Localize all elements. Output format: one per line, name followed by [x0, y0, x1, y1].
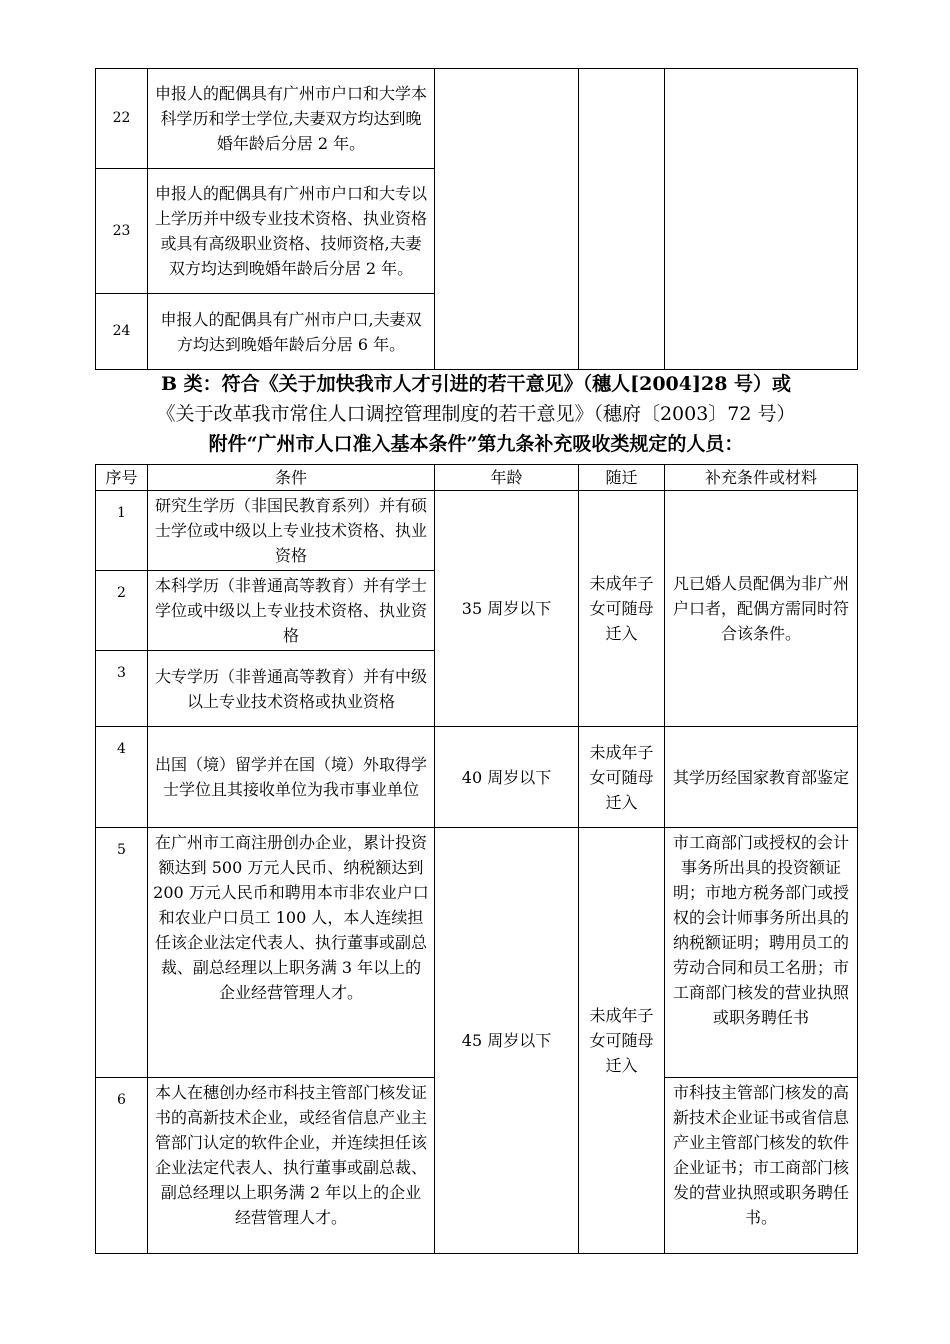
condition-cell: 申报人的配偶具有广州市户口,夫妻双方均达到晚婚年龄后分居 6 年。	[148, 294, 435, 370]
section-heading-line2: 《关于改革我市常住人口调控管理制度的若干意见》（穗府〔2003〕72 号）	[156, 403, 796, 425]
condition-cell: 申报人的配偶具有广州市户口和大专以上学历并中级专业技术资格、执业资格或具有高级职业资格、技师资格,夫妻双方均达到晚婚年龄后分居 2 年。	[148, 169, 435, 294]
condition-cell: 本人在穗创办经市科技主管部门核发证书的高新技术企业，或经省信息产业主管部门认定的软件企业，并连续担任该企业法定代表人、执行董事或副总裁、副总经理以上职务满 2 年以上的企业经营管理人才。	[148, 1078, 435, 1254]
row-number: 6	[96, 1078, 148, 1254]
row-number: 3	[96, 651, 148, 727]
row-number: 4	[96, 727, 148, 828]
migrate-cell: 未成年子女可随母迁入	[579, 727, 665, 828]
extra-cell: 市科技主管部门核发的高新技术企业证书或省信息产业主管部门核发的软件企业证书；市工商部门核发的营业执照或职务聘任书。	[665, 1078, 858, 1254]
age-cell: 35 周岁以下	[435, 491, 579, 727]
section-heading-line3: 附件“广州市人口准入基本条件”第九条补充吸收类规定的人员：	[208, 433, 744, 455]
migrate-cell: 未成年子女可随母迁入	[579, 828, 665, 1254]
table-header-row	[96, 465, 858, 491]
condition-cell: 大专学历（非普通高等教育）并有中级以上专业技术资格或执业资格	[148, 651, 435, 727]
extra-cell: 凡已婚人员配偶为非广州户口者，配偶方需同时符合该条件。	[665, 491, 858, 727]
row-number: 24	[96, 294, 148, 370]
header-age: 年龄	[435, 465, 579, 491]
condition-cell: 本科学历（非普通高等教育）并有学士学位或中级以上专业技术资格、执业资格	[148, 571, 435, 651]
age-cell: 45 周岁以下	[435, 828, 579, 1254]
migrate-cell	[579, 69, 665, 370]
migrate-cell: 未成年子女可随母迁入	[579, 491, 665, 727]
row-number: 23	[96, 169, 148, 294]
row-number: 1	[96, 491, 148, 571]
row-number: 5	[96, 828, 148, 1078]
row-number: 2	[96, 571, 148, 651]
table-row	[96, 491, 858, 571]
extra-cell	[665, 69, 858, 370]
condition-cell: 在广州市工商注册创办企业，累计投资额达到 500 万元人民币、纳税额达到 200 万元人民币和聘用本市非农业户口和农业户口员工 100 人，本人连续担任该企业法定代表人、执行董事或副总裁、副总经理以上职务满 3 年以上的企业经营管理人才。	[148, 828, 435, 1078]
table-row	[96, 828, 858, 1078]
section-heading-line1: B 类：符合《关于加快我市人才引进的若干意见》（穗人[2004]28 号）或	[160, 373, 792, 395]
header-extra: 补充条件或材料	[665, 465, 858, 491]
condition-cell: 研究生学历（非国民教育系列）并有硕士学位或中级以上专业技术资格、执业资格	[148, 491, 435, 571]
condition-cell: 申报人的配偶具有广州市户口和大学本科学历和学士学位,夫妻双方均达到晚婚年龄后分居 2 年。	[148, 69, 435, 169]
row-number: 22	[96, 69, 148, 169]
extra-cell: 其学历经国家教育部鉴定	[665, 727, 858, 828]
table-row	[96, 727, 858, 828]
header-migrate: 随迁	[579, 465, 665, 491]
header-condition: 条件	[148, 465, 435, 491]
header-number: 序号	[96, 465, 148, 491]
extra-cell: 市工商部门或授权的会计事务所出具的投资额证明；市地方税务部门或授权的会计师事务所出具的纳税额证明；聘用员工的劳动合同和员工名册；市工商部门核发的营业执照或职务聘任书	[665, 828, 858, 1078]
age-cell: 40 周岁以下	[435, 727, 579, 828]
table-continuation	[95, 68, 858, 370]
age-cell	[435, 69, 579, 370]
condition-cell: 出国（境）留学并在国（境）外取得学士学位且其接收单位为我市事业单位	[148, 727, 435, 828]
table-row	[96, 69, 858, 169]
table-category-b	[95, 464, 858, 1254]
